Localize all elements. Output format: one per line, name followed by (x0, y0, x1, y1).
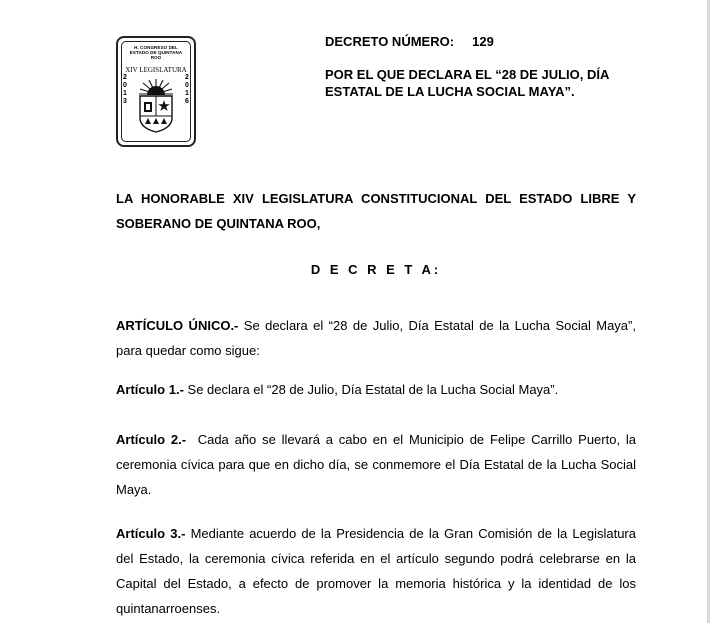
decree-number-value: 129 (472, 34, 494, 49)
articulo-1-paragraph (116, 377, 636, 402)
articulo-2-paragraph (116, 427, 640, 502)
articulo-1-label: Artículo 1.- (116, 382, 184, 397)
articulo-2-label: Artículo 2.- (116, 432, 187, 447)
articulo-1-text: Se declara el “28 de Julio, Día Estatal de la Lucha Social Maya”. (183, 382, 559, 397)
articulo-3-label: Artículo 3.- (116, 526, 186, 541)
coat-of-arms-icon (138, 78, 174, 136)
decree-number-label: DECRETO NÚMERO: (325, 34, 455, 49)
articulo-unico-paragraph (116, 313, 636, 363)
seal-year-end: 2 0 1 6 (185, 74, 189, 105)
decree-number-line (325, 34, 494, 49)
decree-title: POR EL QUE DECLARA EL “28 DE JULIO, DÍA ESTATAL DE LA LUCHA SOCIAL MAYA”. (325, 67, 609, 99)
seal-year-start: 2 0 1 3 (123, 74, 127, 105)
articulo-3-text: Mediante acuerdo de la Presidencia de la Gran Comisión de la Legislatura del Estado, la ceremonia cívica referida en el artículo segundo podrá celebrarse en la Capital del Estado, a efecto de promover la memoria histórica y la identidad de los quintanarroenses. (116, 526, 636, 616)
articulo-unico-label: ARTÍCULO ÚNICO.- (116, 318, 239, 333)
seal-top-text: H. CONGRESO DEL ESTADO DE QUINTANA ROO (129, 45, 183, 60)
articulo-unico-text: Se declara el “28 de Julio, Día Estatal de la Lucha Social Maya”, para quedar como sigue: (116, 318, 636, 358)
articulo-3-paragraph (116, 521, 636, 621)
decreta-heading: D E C R E T A: (310, 262, 442, 277)
congress-seal-logo (116, 36, 196, 147)
seal-legislature-text: XIV LEGISLATURA (125, 66, 187, 74)
preamble-paragraph: LA HONORABLE XIV LEGISLATURA CONSTITUCIONAL DEL ESTADO LIBRE Y SOBERANO DE QUINTANA ROO, (116, 191, 636, 231)
articulo-2-text: Cada año se llevará a cabo en el Municipio de Felipe Carrillo Puerto, la ceremonia cívica para que en dicho día, se conmemore el Día Estatal de la Lucha Social Maya. (116, 432, 640, 497)
